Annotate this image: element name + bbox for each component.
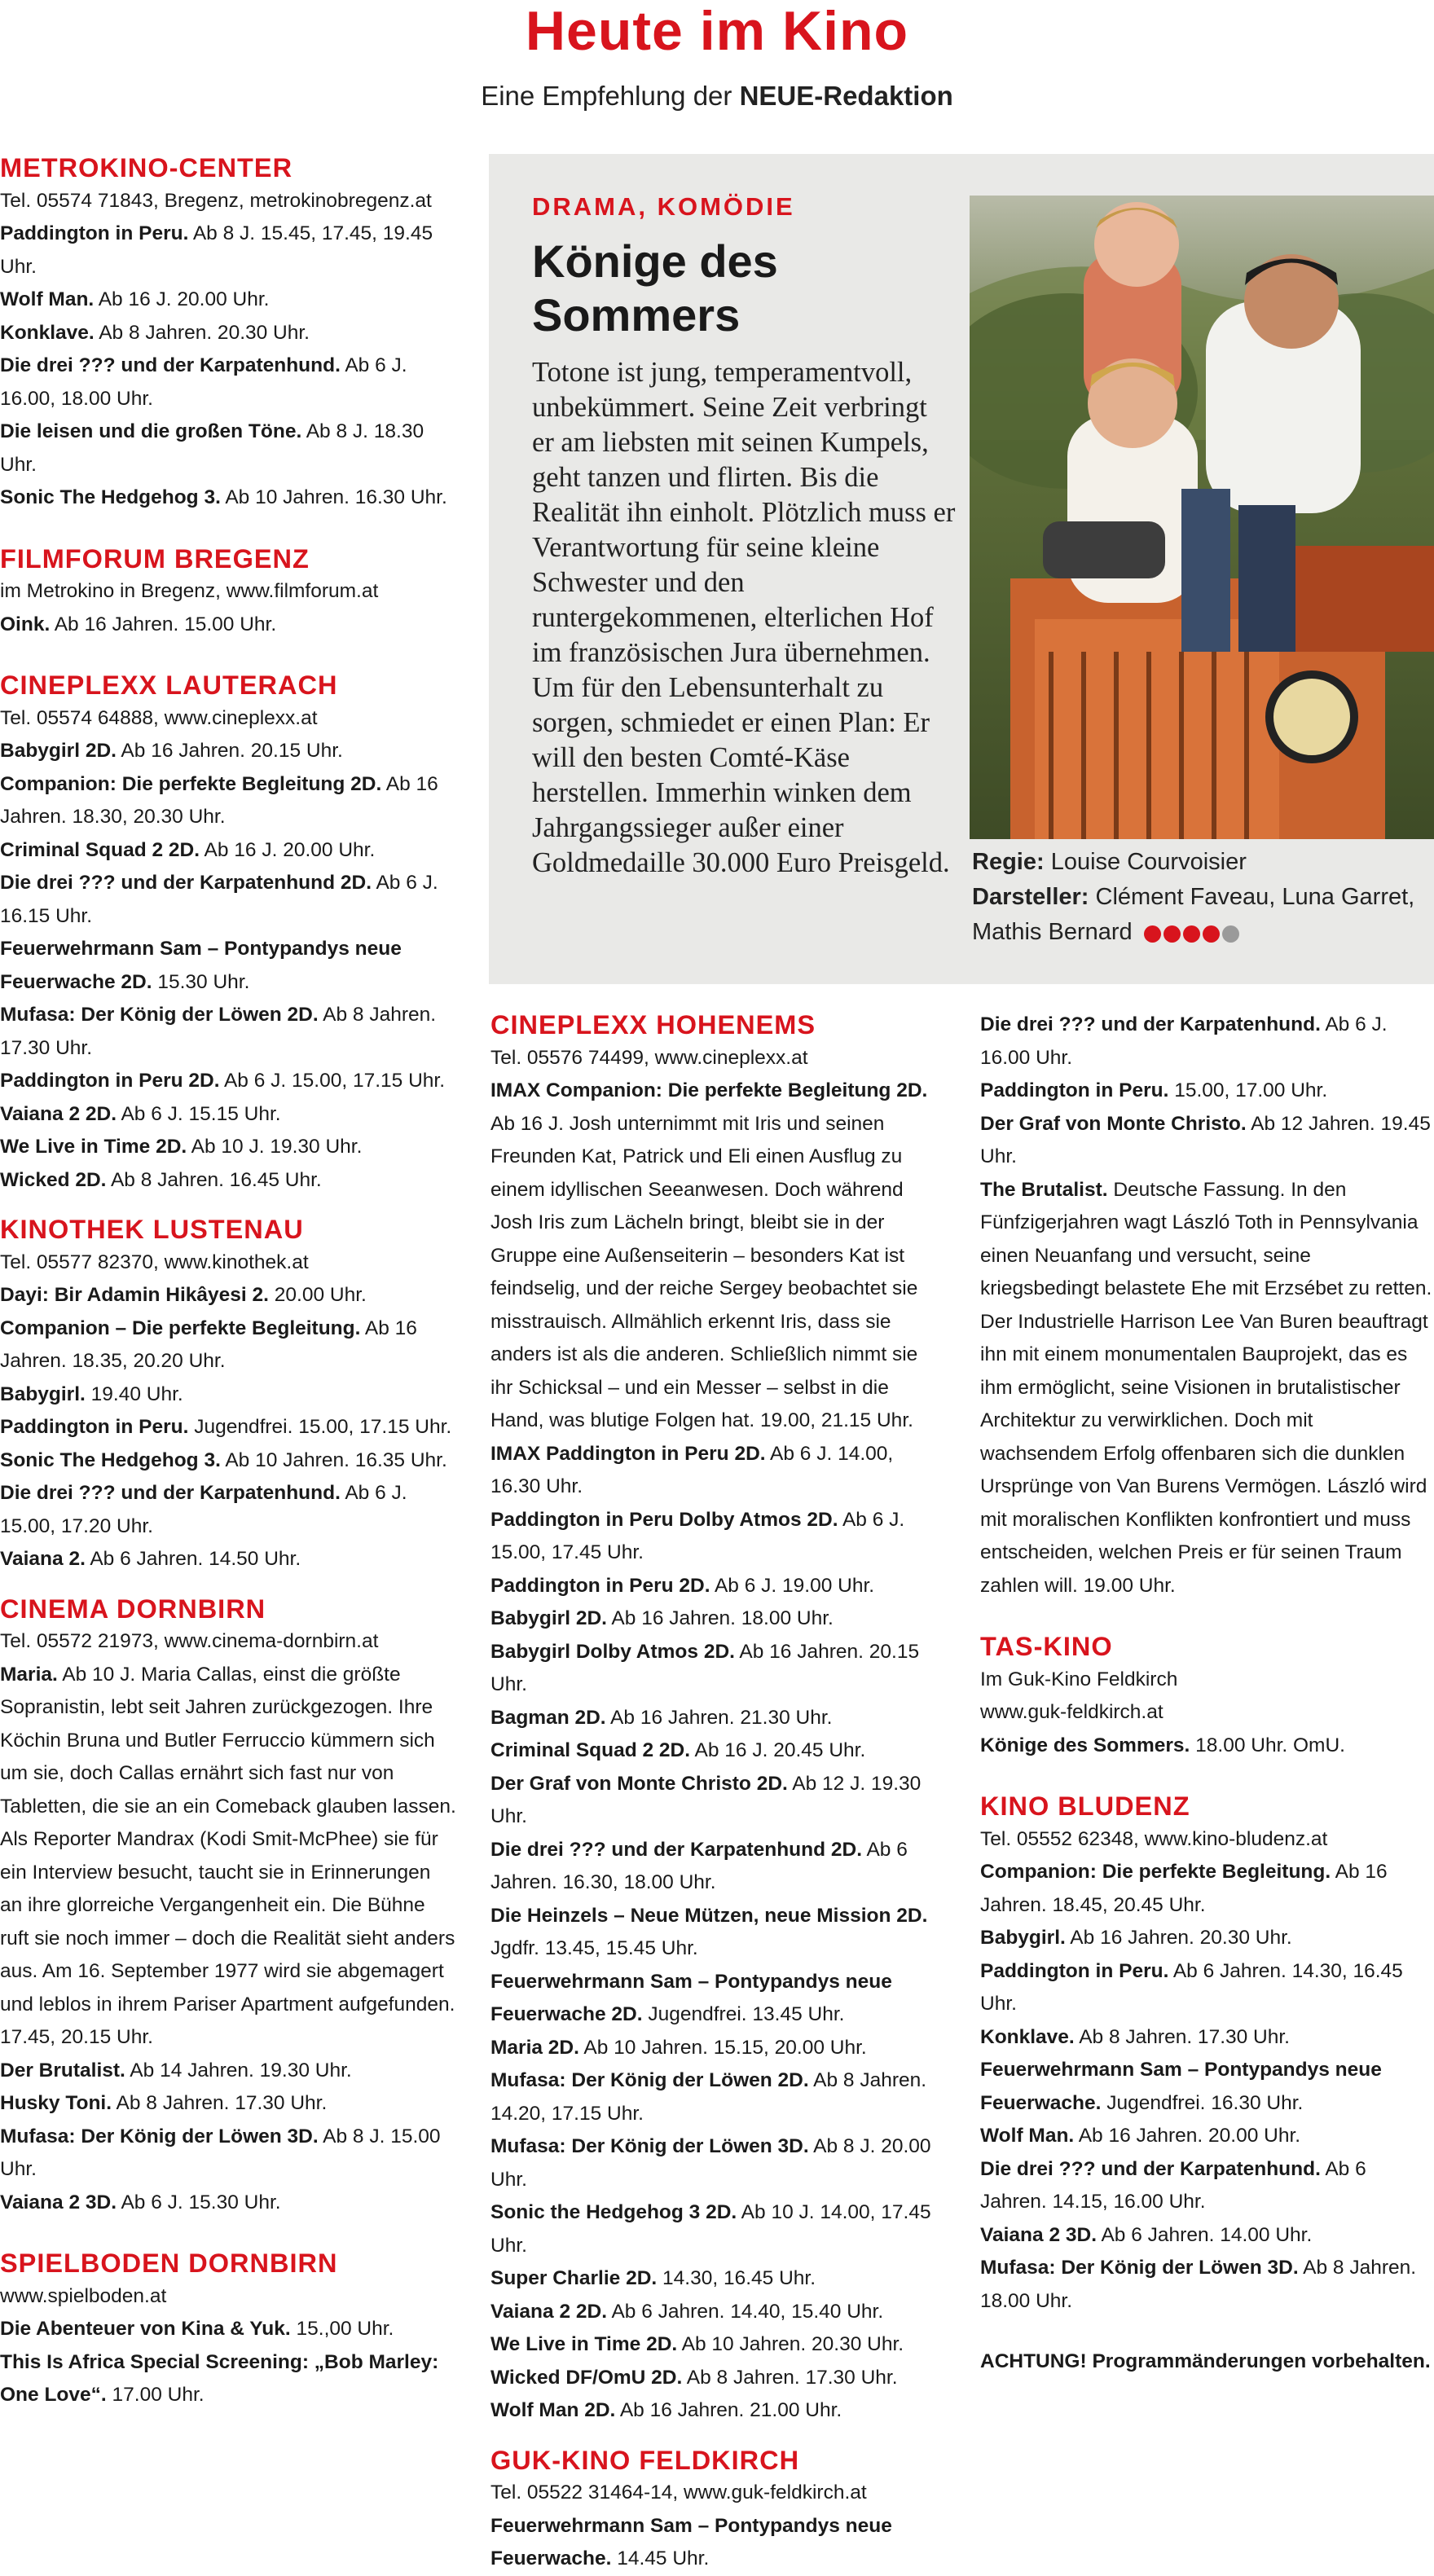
film-title: Wolf Man. [980, 2125, 1075, 2147]
film-title: IMAX Companion: Die perfekte Begleitung 2D. [490, 1079, 928, 1101]
listing-entry [490, 1438, 932, 1504]
film-title: Vaiana 2 2D. [490, 2300, 608, 2323]
film-details: Ab 16 Jahren. 20.15 Uhr. [490, 1640, 920, 1695]
film-details: 15.,00 Uhr. [290, 2318, 394, 2340]
film-title: Paddington in Peru 2D. [0, 1070, 220, 1092]
listing-entry [980, 2054, 1434, 2120]
listing-entry [0, 415, 456, 481]
film-title: Companion – Die perfekte Begleitung. [0, 1317, 361, 1339]
info-text: Tel. 05552 62348, www.kino-bludenz.at [980, 1827, 1328, 1850]
film-title: Die drei ??? und der Karpatenhund. [0, 354, 341, 376]
listing-entry [490, 2296, 932, 2329]
film-details: Ab 16 J. 20.00 Uhr. [200, 838, 376, 861]
film-details: 19.40 Uhr. [85, 1383, 183, 1405]
film-details: Ab 8 J. 15.00 Uhr. [0, 2125, 441, 2180]
subtitle-text: Eine Empfehlung der [481, 81, 740, 111]
film-title: Vaiana 2 3D. [0, 2191, 117, 2213]
darsteller-value: Clément Faveau, Luna Garret, Mathis Bernard [972, 884, 1415, 945]
listing-entry [0, 218, 456, 284]
film-title: Husky Toni. [0, 2092, 112, 2114]
listing-entry [0, 1477, 456, 1543]
listing-entry [0, 1164, 456, 1198]
listing-entry [0, 2313, 456, 2346]
spacer [0, 1576, 456, 1593]
film-title: Die Abenteuer von Kina & Yuk. [0, 2318, 291, 2340]
rating-dot-filled [1144, 925, 1161, 943]
film-title: Vaiana 2 3D. [980, 2223, 1097, 2246]
film-details: 20.00 Uhr. [268, 1284, 367, 1306]
film-details: Jgdfr. 13.45, 15.45 Uhr. [490, 1937, 698, 1959]
film-title: Super Charlie 2D. [490, 2267, 658, 2289]
cinema-heading-cineplexx-hohenems: CINEPLEXX HOHENEMS [490, 1010, 816, 1040]
film-title: The Brutalist. [980, 1178, 1108, 1201]
listing-entry [0, 1444, 456, 1478]
film-title: Die drei ??? und der Karpatenhund. [980, 1013, 1321, 1035]
film-details: Jugendfrei. 16.30 Uhr. [1101, 2091, 1304, 2114]
info-text: im Metrokino in Bregenz, www.filmforum.at [0, 580, 379, 602]
film-title: Vaiana 2. [0, 1548, 86, 1570]
listing-entry [980, 2252, 1434, 2318]
film-details: Ab 10 J. 14.00, 17.45 Uhr. [490, 2201, 931, 2257]
film-details: Ab 16 Jahren. 21.00 Uhr. [615, 2399, 842, 2421]
film-details: Ab 8 J. 15.45, 17.45, 19.45 Uhr. [0, 222, 433, 278]
info-text: Tel. 05574 64888, www.cineplexx.at [0, 706, 318, 729]
film-title: Konklave. [980, 2025, 1075, 2048]
film-title: Die drei ??? und der Karpatenhund. [0, 1482, 341, 1504]
listing-entry [490, 2130, 932, 2196]
film-title: Criminal Squad 2 2D. [0, 838, 200, 861]
listing-entry [0, 2346, 456, 2412]
film-details: Ab 8 J. 18.30 Uhr. [0, 420, 424, 476]
listing-entry [490, 1504, 932, 1570]
film-details: Ab 8 Jahren. 17.30 Uhr. [1074, 2025, 1290, 2048]
spacer [980, 1602, 1434, 1630]
film-title: Paddington in Peru. [0, 1416, 189, 1438]
cinema-info [0, 2280, 456, 2314]
listing-entry [980, 2021, 1434, 2055]
page-subtitle [0, 78, 1434, 114]
film-title: Sonic The Hedgehog 3. [0, 486, 221, 508]
listing-entry [490, 1966, 932, 2032]
info-text: Im Guk-Kino Feldkirch [980, 1668, 1178, 1690]
film-title: Companion: Die perfekte Begleitung 2D. [0, 772, 382, 795]
listing-entry [0, 349, 456, 415]
rating-dots [1144, 916, 1242, 951]
film-details: Ab 6 J. 15.30 Uhr. [117, 2191, 281, 2213]
film-details: Ab 16 Jahren. 15.00 Uhr. [50, 613, 277, 635]
film-title: Babygirl 2D. [490, 1607, 607, 1629]
film-title: Wicked 2D. [0, 1168, 107, 1191]
cinema-heading-kinothek-lustenau: KINOTHEK LUSTENAU [0, 1215, 304, 1244]
film-title: Babygirl Dolby Atmos 2D. [490, 1640, 735, 1663]
feature-title: Könige des Sommers [532, 235, 778, 341]
cinema-info [0, 575, 456, 609]
film-details: Ab 6 Jahren. 14.50 Uhr. [85, 1548, 301, 1570]
film-title: We Live in Time 2D. [490, 2333, 678, 2355]
film-title: Maria 2D. [490, 2036, 579, 2059]
listing-entry [980, 2219, 1434, 2253]
film-title: Maria. [0, 1663, 58, 1686]
film-title: Oink. [0, 613, 51, 635]
spacer [490, 2428, 932, 2444]
listing-entry [980, 2153, 1434, 2219]
listing-entry [0, 834, 456, 868]
film-title: Babygirl. [980, 1927, 1066, 1949]
listing-entry [980, 1174, 1434, 1603]
film-details: Ab 14 Jahren. 19.30 Uhr. [125, 2059, 352, 2081]
listing-entry [980, 1108, 1434, 1174]
listing-entry [490, 1570, 932, 1603]
listing-entry [0, 2087, 456, 2121]
listing-entry [0, 1312, 456, 1378]
listings-column-2 [490, 1009, 932, 2576]
cinema-heading-cinema-dornbirn: CINEMA DORNBIRN [0, 1594, 266, 1624]
info-text: Tel. 05522 31464-14, www.guk-feldkirch.at [490, 2481, 867, 2503]
film-details: Ab 8 J. 20.00 Uhr. [490, 2135, 931, 2191]
listing-entry [0, 609, 456, 642]
film-details: Ab 6 J. 15.00, 17.45 Uhr. [490, 1508, 905, 1563]
film-title: Die leisen und die großen Töne. [0, 420, 302, 442]
film-title: This Is Africa Special Screening: „Bob Marley: One Love“. [0, 2350, 439, 2406]
listing-entry [490, 2328, 932, 2362]
info-text: Tel. 05572 21973, www.cinema-dornbirn.at [0, 1630, 379, 1652]
film-details: Ab 6 J. 15.00, 17.20 Uhr. [0, 1482, 407, 1537]
listing-entry [490, 1768, 932, 1834]
film-title: Wolf Man 2D. [490, 2399, 616, 2421]
film-title: Paddington in Peru. [980, 1079, 1169, 1101]
info-text: Tel. 05576 74499, www.cineplexx.at [490, 1046, 808, 1069]
info-text: Tel. 05574 71843, Bregenz, metrokinobregenz.at [0, 189, 432, 212]
film-details: Jugendfrei. 15.00, 17.15 Uhr. [188, 1416, 452, 1438]
film-title: Feuerwehrmann Sam – Pontypandys neue Feuerwache. [490, 2514, 892, 2569]
cinema-heading-filmforum-bregenz: FILMFORUM BREGENZ [0, 543, 310, 574]
film-details: Ab 16 J. Josh unternimmt mit Iris und seinen Freunden Kat, Patrick und Eli einen Ausflug zu einem idyllischen Seeanwesen. Doch während Josh Iris zum Lächeln bringt, bleibt sie in der Gruppe eine Außenseiterin – besonders Kat ist feindselig, und der reiche Sergey beobachtet sie misstrauisch. Allmählich erkennt Iris, dass sie anders ist als die anderen. Schließlich nimmt sie ihr Schicksal – und ein Messer – selbst in die Hand, was blutige Folgen hat. 19.00, 21.15 Uhr. [490, 1112, 918, 1431]
film-title: Sonic The Hedgehog 3. [0, 1448, 221, 1471]
feature-credits [972, 845, 1428, 951]
listing-entry [490, 2362, 932, 2395]
listing-entry [490, 2394, 932, 2428]
spacer [980, 1762, 1434, 1790]
listing-entry [0, 284, 456, 317]
film-details: Ab 16 Jahren. 20.15 Uhr. [116, 740, 343, 762]
film-title: Feuerwehrmann Sam – Pontypandys neue Feuerwache 2D. [0, 938, 402, 993]
film-details: Ab 12 Jahren. 19.45 Uhr. [980, 1112, 1431, 1167]
rating-dot-empty [1222, 925, 1239, 943]
film-details: 15.30 Uhr. [152, 970, 250, 993]
cinema-heading-kino-bludenz: KINO BLUDENZ [980, 1791, 1190, 1821]
listing-entry [0, 1065, 456, 1098]
listing-entry [0, 2055, 456, 2088]
film-title: Bagman 2D. [490, 1706, 606, 1729]
film-title: Paddington in Peru. [0, 222, 189, 244]
listing-entry [0, 481, 456, 515]
film-details: Ab 6 Jahren. 14.40, 15.40 Uhr. [607, 2300, 884, 2323]
film-title: Companion: Die perfekte Begleitung. [980, 1861, 1331, 1883]
darsteller-label: Darsteller: [972, 884, 1089, 910]
listing-entry [980, 1856, 1434, 1922]
film-title: Paddington in Peru Dolby Atmos 2D. [490, 1508, 838, 1531]
film-details: 14.45 Uhr. [611, 2547, 710, 2569]
film-details: Ab 10 J. Maria Callas, einst die größte Sopranistin, lebt seit Jahren zurückgezogen. Ihre Köchin Bruna und Butler Ferruccio kümmern sich um sie, doch Callas ernährt sich fast nur von Tabletten, die sie an ein Comeback glauben lassen. Als Reporter Mandrax (Kodi Smit-McPhee) sie für ein Interview besucht, taucht sie in Erinnerungen an ihre glorreiche Vergangenheit ein. Die Bühne ruft sie noch immer – doch die Realität sieht anders aus. Am 16. September 1977 wird sie abgemagert und leblos in ihrem Pariser Apartment aufgefunden. 17.45, 20.15 Uhr. [0, 1663, 456, 2048]
listing-entry [0, 735, 456, 768]
film-details: Ab 10 Jahren. 16.30 Uhr. [220, 486, 447, 508]
film-title: Feuerwehrmann Sam – Pontypandys neue Feuerwache 2D. [490, 1970, 892, 2025]
film-details: Ab 10 Jahren. 20.30 Uhr. [677, 2333, 904, 2355]
listing-entry [490, 2262, 932, 2296]
listing-entry [0, 1659, 456, 2055]
cinema-info [490, 2477, 932, 2510]
listing-entry [490, 2196, 932, 2262]
film-title: IMAX Paddington in Peru 2D. [490, 1442, 766, 1465]
film-details: Ab 6 Jahren. 16.30, 18.00 Uhr. [490, 1838, 908, 1893]
listings-column-1 [0, 152, 456, 2412]
cinema-heading-guk-kino-feldkirch: GUK-KINO FELDKIRCH [490, 2445, 800, 2475]
film-title: Babygirl 2D. [0, 740, 117, 762]
info-text: Tel. 05577 82370, www.kinothek.at [0, 1251, 309, 1273]
film-title: Wolf Man. [0, 288, 95, 310]
film-details: Ab 6 J. 16.00 Uhr. [980, 1013, 1388, 1069]
listing-entry [0, 999, 456, 1065]
cinema-info [980, 1664, 1434, 1697]
film-title: Mufasa: Der König der Löwen 3D. [980, 2257, 1299, 2279]
film-details: Ab 16 J. 20.45 Uhr. [690, 1739, 866, 1761]
film-details: Ab 10 J. 19.30 Uhr. [187, 1136, 363, 1158]
cinema-info [0, 702, 456, 736]
listing-entry [490, 1636, 932, 1702]
film-details: Ab 6 J. 19.00 Uhr. [710, 1574, 875, 1597]
film-title: Der Graf von Monte Christo. [980, 1112, 1247, 1135]
film-title: Der Graf von Monte Christo 2D. [490, 1772, 788, 1795]
film-title: Vaiana 2 2D. [0, 1102, 117, 1125]
film-title: Die drei ??? und der Karpatenhund 2D. [0, 872, 372, 894]
film-details: Ab 8 Jahren. 17.30 Uhr. [112, 2092, 328, 2114]
film-title: Mufasa: Der König der Löwen 2D. [490, 2069, 809, 2091]
regie-value: Louise Courvoisier [1050, 849, 1247, 875]
spacer [0, 1197, 456, 1213]
film-details: Ab 16 Jahren. 21.30 Uhr. [605, 1706, 833, 1729]
film-details: Ab 12 J. 19.30 Uhr. [490, 1772, 922, 1827]
listing-entry [980, 1730, 1434, 1763]
spacer [0, 641, 456, 669]
cinema-heading-cineplexx-lauterach: CINEPLEXX LAUTERACH [0, 670, 338, 700]
cinema-info [980, 1823, 1434, 1857]
feature-text: Totone ist jung, temperamentvoll, unbekümmert. Seine Zeit verbringt er am liebsten mit seinen Kumpels, geht tanzen und flirten. Bis die Realität ihn einholt. Plötzlich muss er Verantwortung für seine kleine Schwester und den runtergekommenen, elterlichen Hof im französischen Jura übernehmen. Um für den Lebensunterhalt zu sorgen, schmiedet er einen Plan: Er will den besten Comté-Käse herstellen. Immerhin winken dem Jahrgangssieger außer einer Goldmedaille 30.000 Euro Preisgeld. [532, 357, 956, 878]
listing-entry [0, 933, 456, 999]
film-title: Paddington in Peru 2D. [490, 1574, 710, 1597]
film-details: Ab 8 Jahren. 18.00 Uhr. [980, 2257, 1417, 2312]
film-details: 14.30, 16.45 Uhr. [657, 2267, 816, 2289]
listing-entry [490, 1702, 932, 1735]
listing-entry [490, 2510, 932, 2576]
cinema-heading-tas-kino: TAS-KINO [980, 1632, 1113, 1661]
film-details: Ab 6 Jahren. 14.00 Uhr. [1097, 2223, 1313, 2246]
film-details: 18.00 Uhr. OmU. [1190, 1734, 1345, 1756]
feature-photo [970, 196, 1434, 839]
film-title: Der Brutalist. [0, 2059, 125, 2081]
feature-genre: DRAMA, KOMÖDIE [532, 192, 795, 221]
film-title: Dayi: Bir Adamin Hikâyesi 2. [0, 1284, 269, 1306]
film-title: Paddington in Peru. [980, 1959, 1169, 1982]
listing-entry [0, 1131, 456, 1164]
film-title: Mufasa: Der König der Löwen 3D. [0, 2125, 319, 2147]
film-details: Ab 16 Jahren. 18.35, 20.20 Uhr. [0, 1317, 417, 1372]
cinema-info [490, 1042, 932, 1075]
listing-entry [490, 2032, 932, 2065]
film-title: Mufasa: Der König der Löwen 2D. [0, 1004, 319, 1026]
cinema-info [980, 1696, 1434, 1730]
rating-dot-filled [1203, 925, 1220, 943]
film-details: Ab 8 Jahren. 17.30 Uhr. [0, 1004, 437, 1059]
film-details: Ab 16 Jahren. 20.00 Uhr. [1074, 2125, 1301, 2147]
info-text: www.spielboden.at [0, 2284, 167, 2307]
listing-entry [0, 867, 456, 933]
listing-entry [980, 1922, 1434, 1955]
listing-entry [980, 1075, 1434, 1108]
cinema-heading-spielboden-dornbirn: SPIELBODEN DORNBIRN [0, 2249, 338, 2278]
film-title: Die Heinzels – Neue Mützen, neue Mission 2D. [490, 1904, 928, 1927]
cinema-heading-metrokino-center: METROKINO-CENTER [0, 153, 293, 182]
spacer [0, 2219, 456, 2247]
page-title: Heute im Kino [525, 0, 909, 62]
info-text: www.guk-feldkirch.at [980, 1701, 1163, 1723]
listing-entry [490, 1602, 932, 1636]
film-details: Ab 16 Jahren. 20.30 Uhr. [1065, 1927, 1292, 1949]
cinema-info [0, 1625, 456, 1659]
listing-entry [0, 1279, 456, 1312]
film-details: Ab 8 Jahren. 14.20, 17.15 Uhr. [490, 2069, 927, 2125]
listing-entry [980, 2120, 1434, 2153]
listing-entry [0, 1378, 456, 1412]
film-details: Ab 6 J. 14.00, 16.30 Uhr. [490, 1442, 894, 1497]
movie-still-image [970, 196, 1434, 839]
film-details: Ab 6 J. 16.15 Uhr. [0, 872, 438, 927]
film-details: Ab 16 J. 20.00 Uhr. [94, 288, 270, 310]
film-details: Ab 8 Jahren. 20.30 Uhr. [94, 321, 310, 344]
film-details: Ab 6 J. 15.15 Uhr. [117, 1102, 281, 1125]
film-title: We Live in Time 2D. [0, 1136, 187, 1158]
film-details: Deutsche Fassung. In den Fünfzigerjahren wagt László Toth in Pennsylvania einen Neuanfang und versucht, seine kriegsbedingt belastete Ehe mit Erzsébet zu retten. Der Industrielle Harrison Lee Van Buren beauftragt ihn mit einem monumentalen Bauprojekt, das es ihm ermöglicht, seine Visionen in brutalistischer Architektur zu verwirklichen. Doch mit wachsendem Erfolg offenbaren sich die dunklen Ursprünge von Van Burens Vermögen. László wird mit moralischen Konflikten konfrontiert und muss entscheiden, welchen Preis er für seinen Traum zahlen will. 19.00 Uhr. [980, 1178, 1432, 1597]
film-title: Die drei ??? und der Karpatenhund 2D. [490, 1838, 863, 1861]
film-title: Sonic the Hedgehog 3 2D. [490, 2201, 737, 2223]
listing-entry [0, 2187, 456, 2220]
film-details: Ab 6 Jahren. 14.30, 16.45 Uhr. [980, 1959, 1403, 2015]
film-details: Ab 10 Jahren. 16.35 Uhr. [220, 1448, 447, 1471]
film-details: 15.00, 17.00 Uhr. [1168, 1079, 1328, 1101]
film-title: Konklave. [0, 321, 95, 344]
film-title: Criminal Squad 2 2D. [490, 1739, 691, 1761]
listing-entry [0, 1411, 456, 1444]
spacer [980, 2318, 1434, 2345]
listings-column-3 [980, 1009, 1434, 2379]
listing-entry [0, 317, 456, 350]
listing-entry [0, 1098, 456, 1132]
film-details: Ab 6 J. 15.00, 17.15 Uhr. [219, 1070, 446, 1092]
subtitle-brand: NEUE-Redaktion [739, 81, 953, 111]
film-details: Ab 16 Jahren. 18.45, 20.45 Uhr. [980, 1861, 1388, 1916]
film-details: Ab 8 Jahren. 16.45 Uhr. [106, 1168, 322, 1191]
listing-entry [490, 1900, 932, 1966]
film-title: Die drei ??? und der Karpatenhund. [980, 2157, 1321, 2180]
film-title: Feuerwehrmann Sam – Pontypandys neue Feuerwache. [980, 2059, 1382, 2114]
film-title: Wicked DF/OmU 2D. [490, 2366, 683, 2389]
film-title: ACHTUNG! Programmänderungen vorbehalten. [980, 2350, 1431, 2372]
listing-entry [490, 2064, 932, 2130]
film-title: Mufasa: Der König der Löwen 3D. [490, 2135, 809, 2157]
film-details: Ab 16 Jahren. 18.00 Uhr. [606, 1607, 834, 1629]
cinema-info [0, 185, 456, 218]
spacer [0, 515, 456, 543]
regie-label: Regie: [972, 849, 1045, 875]
listing-entry [980, 1955, 1434, 2021]
film-details: Ab 8 Jahren. 17.30 Uhr. [682, 2366, 898, 2389]
listing-entry [490, 1834, 932, 1900]
cinema-info [0, 1246, 456, 1280]
film-details: Ab 6 J. 16.00, 18.00 Uhr. [0, 354, 407, 410]
listing-entry [490, 1075, 932, 1438]
film-details: Ab 16 Jahren. 18.30, 20.30 Uhr. [0, 772, 438, 828]
listing-entry [980, 1009, 1434, 1075]
film-details: 17.00 Uhr. [106, 2384, 205, 2406]
film-details: Ab 10 Jahren. 15.15, 20.00 Uhr. [578, 2036, 867, 2059]
rating-dot-filled [1183, 925, 1200, 943]
film-details: Ab 6 Jahren. 14.15, 16.00 Uhr. [980, 2157, 1366, 2213]
listing-entry [0, 2121, 456, 2187]
film-title: Könige des Sommers. [980, 1734, 1190, 1756]
film-details: Jugendfrei. 13.45 Uhr. [642, 2003, 845, 2025]
listing-entry [490, 1734, 932, 1768]
listing-entry [980, 2345, 1434, 2379]
listing-entry [0, 768, 456, 834]
rating-dot-filled [1163, 925, 1181, 943]
film-title: Babygirl. [0, 1383, 86, 1405]
listing-entry [0, 1543, 456, 1576]
